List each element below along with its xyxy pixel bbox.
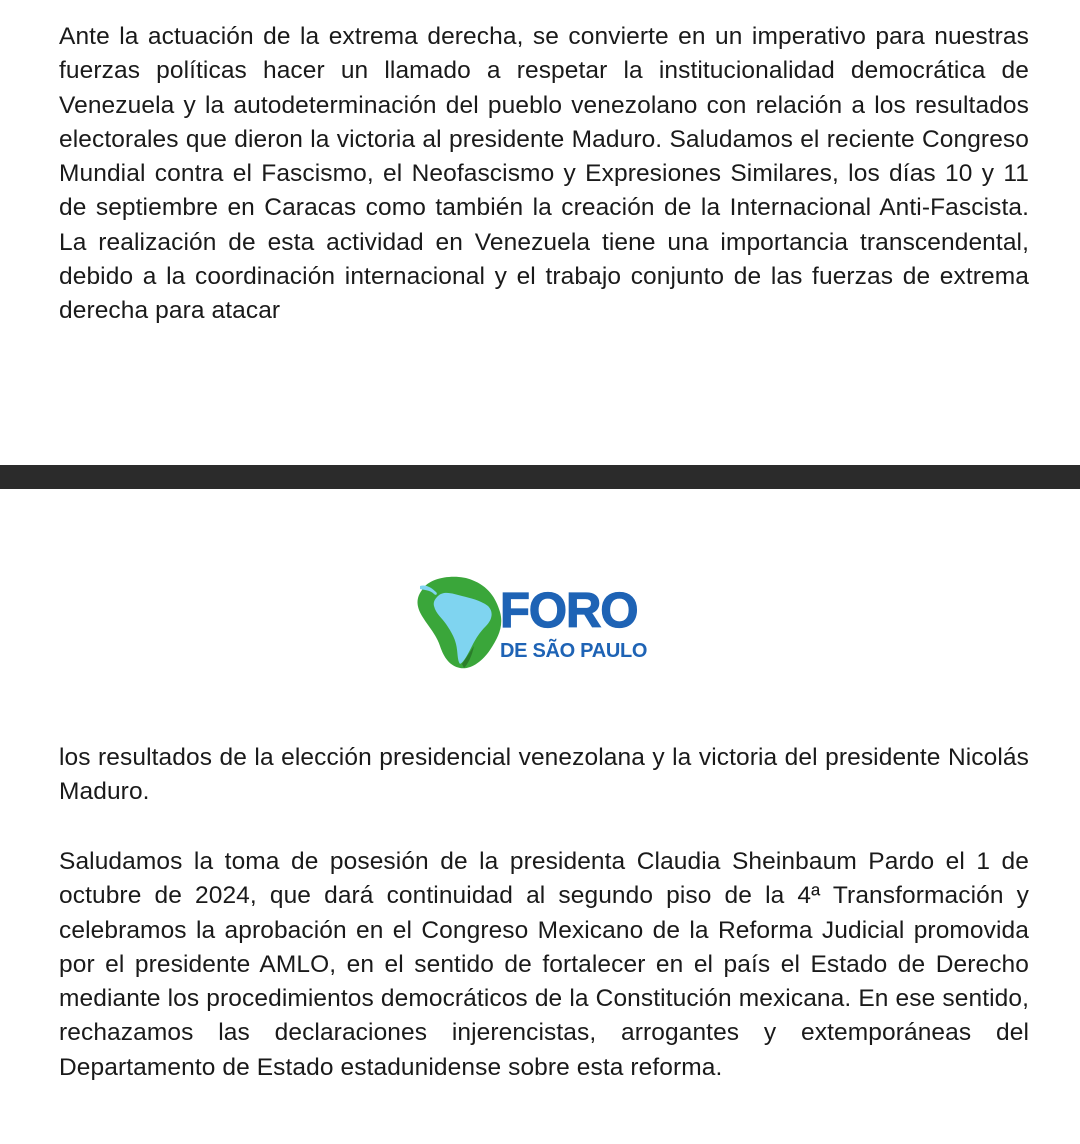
- paragraph-continued: los resultados de la elección presidencial venezolana y la victoria del presidente Nicolás Maduro.: [59, 744, 1029, 806]
- logo-title: FORO: [500, 584, 638, 638]
- foro-sao-paulo-logo: [410, 572, 680, 672]
- page-divider: [0, 465, 1080, 489]
- paragraph-top: Ante la actuación de la extrema derecha, se convierte en un imperativo para nuestras fuerzas políticas hacer un llamado a respetar la institucionalidad democrática de Venezuela y la autodeterminación del pueblo venezolano con relación a los resultados electorales que dieron la victoria al presidente Maduro. Saludamos el reciente Congreso Mundial contra el Fascismo, el Neofascismo y Expresiones Similares, los días 10 y 11 de septiembre en Caracas como también la creación de la Internacional Anti-Fascista. La realización de esta actividad en Venezuela tiene una importancia transcendental, debido a la coordinación internacional y el trabajo conjunto de las fuerzas de extrema derecha para atacar: [59, 23, 1029, 325]
- logo-subtitle: DE SÃO PAULO: [500, 640, 648, 662]
- paragraph-mexico: Saludamos la toma de posesión de la presidenta Claudia Sheinbaum Pardo el 1 de octubre de 2024, que dará continuidad al segundo piso de la 4ª Transformación y celebramos la aprobación en el Congreso Mexicano de la Reforma Judicial promovida por el presidente AMLO, en el sentido de fortalecer en el país el Estado de Derecho mediante los procedimientos democráticos de la Constitución mexicana. En ese sentido, rechazamos las declaraciones injerencistas, arrogantes y extemporáneas del Departamento de Estado estadunidense sobre esta reforma.: [59, 848, 1029, 1081]
